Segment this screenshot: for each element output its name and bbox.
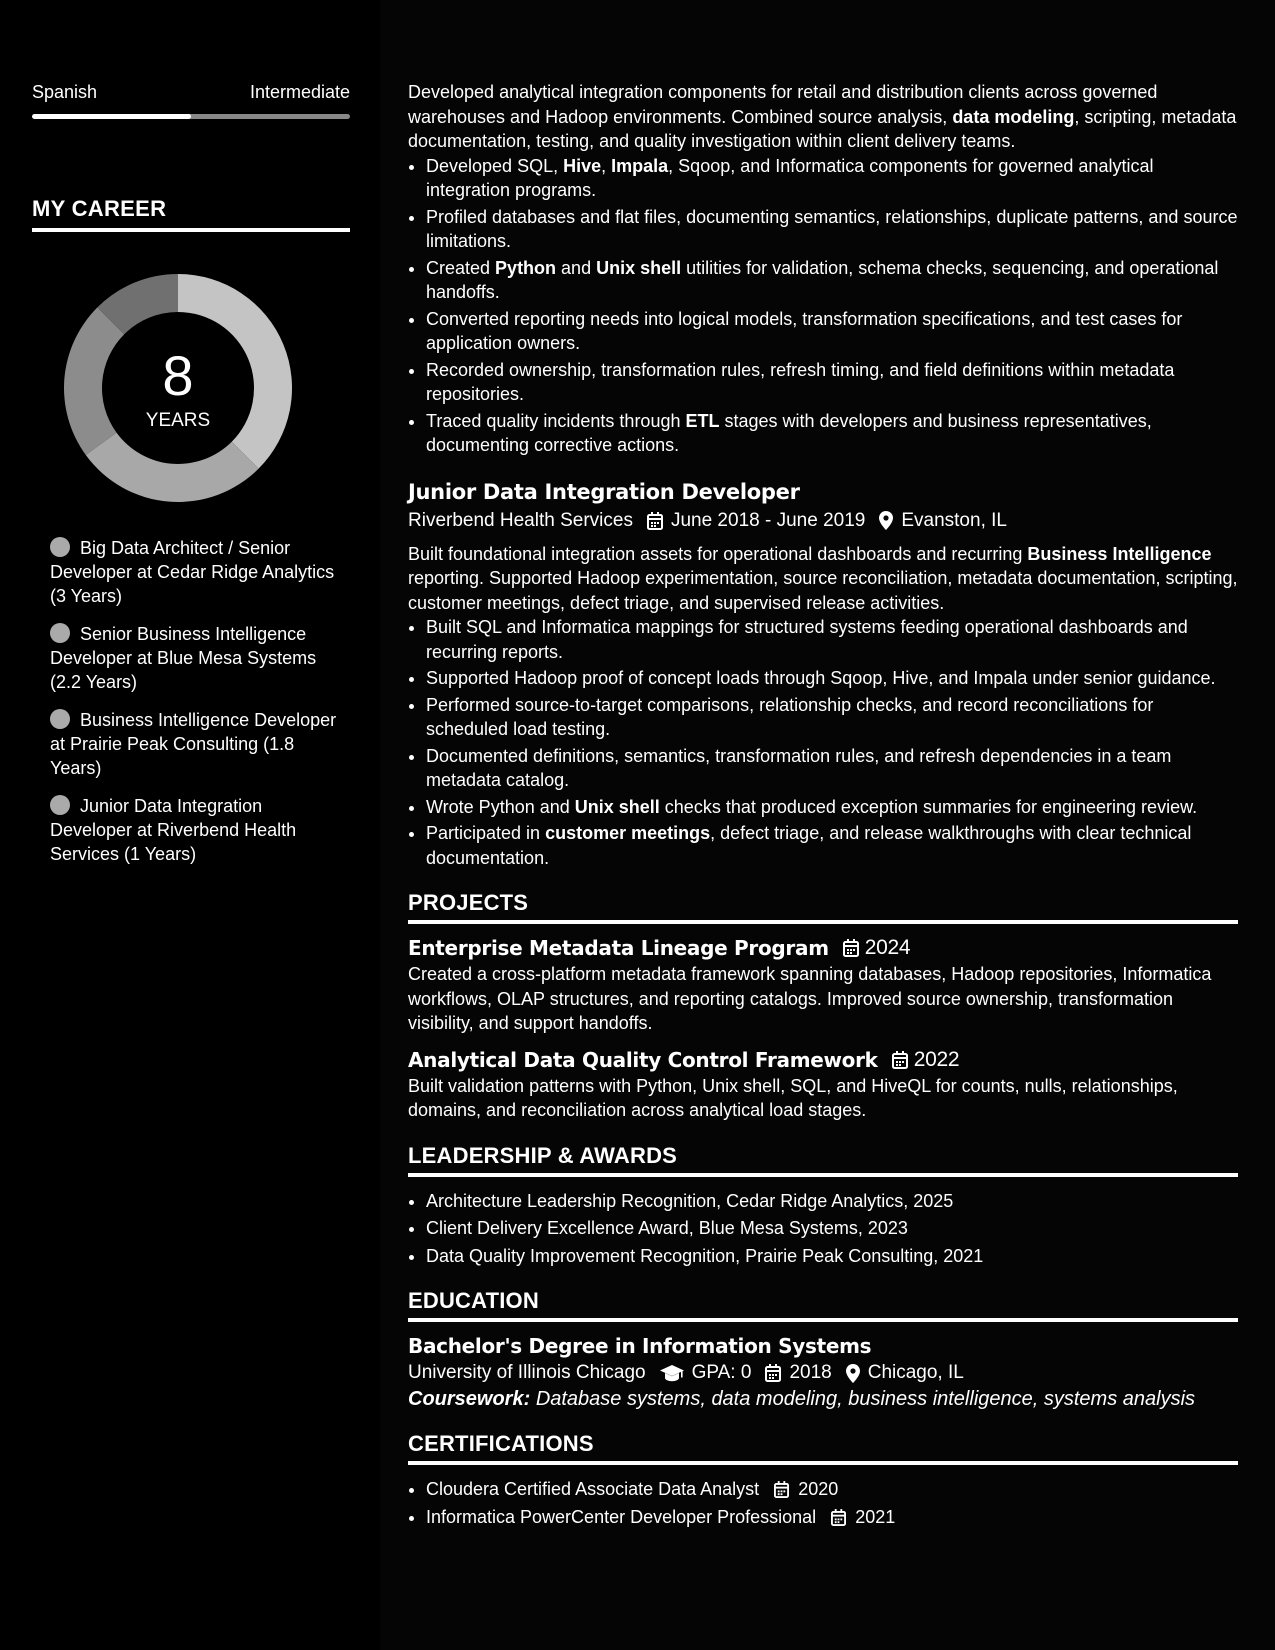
project-title: Analytical Data Quality Control Framework	[408, 1047, 878, 1072]
bold-text: Business Intelligence	[1027, 543, 1212, 564]
bullet-item	[426, 795, 1238, 820]
education-meta	[408, 1362, 1238, 1384]
location-pin-icon	[879, 511, 893, 530]
certification-year: 2021	[855, 1506, 896, 1527]
text-run: Documented definitions, semantics, transformation rules, and refresh dependencies in a team metadata catalog.	[426, 745, 1172, 790]
text-run: Participated in	[426, 823, 546, 843]
text-run: and	[556, 257, 597, 278]
job2-bullets	[408, 615, 1238, 870]
job2-summary	[408, 542, 1238, 616]
text-run: ,	[601, 155, 612, 176]
language-name: Spanish	[32, 82, 98, 102]
bullet-item	[426, 154, 1238, 203]
project-year: 2022	[913, 1047, 960, 1071]
bullet-item	[426, 205, 1238, 254]
career-item-text: Big Data Architect / Senior Developer at Cedar Ridge Analytics (3 Years)	[50, 538, 335, 606]
education-degree	[408, 1332, 1238, 1360]
career-item	[50, 708, 340, 780]
bullet-item	[426, 666, 1238, 691]
certification-name: Cloudera Certified Associate Data Analyst	[426, 1479, 760, 1499]
text-run: Supported Hadoop proof of concept loads through Sqoop, Hive, and Impala under senior guidance.	[426, 668, 1216, 688]
career-dot	[50, 795, 70, 815]
certification-name: Informatica PowerCenter Developer Professional	[426, 1506, 817, 1527]
career-item-text: Senior Business Intelligence Developer at Blue Mesa Systems (2.2 Years)	[50, 624, 317, 692]
career-item	[50, 794, 340, 866]
leadership-item: • Architecture Leadership Recognition, Cedar Ridge Analytics, 2025	[426, 1189, 1238, 1214]
certifications-list	[408, 1477, 1238, 1529]
text-run: reporting. Supported Hadoop experimentation, source reconciliation, metadata documentation, scripting, customer meetings, defect triage, and supervised release activities.	[408, 568, 1238, 613]
bullet-item	[426, 821, 1238, 870]
calendar-icon	[892, 1051, 908, 1069]
career-years-number: 8	[162, 344, 194, 407]
bold-text: Hive	[563, 155, 602, 176]
bullet-item	[426, 744, 1238, 793]
bullet-item	[426, 409, 1238, 458]
text-run: Built SQL and Informatica mappings for structured systems feeding operational dashboards and recurring reports.	[426, 617, 1188, 662]
coursework-text: Database systems, data modeling, business intelligence, systems analysis	[535, 1388, 1196, 1410]
career-heading: MY CAREER	[32, 196, 350, 232]
text-run: , scripting, metadata documentation, testing, and quality investigation within client delivery teams.	[408, 106, 1237, 151]
bullet-item	[426, 307, 1238, 356]
education-heading: EDUCATION	[408, 1288, 1238, 1322]
certifications-heading: CERTIFICATIONS	[408, 1431, 1238, 1465]
text-run: Recorded ownership, transformation rules, refresh timing, and field definitions within metadata repositories.	[426, 359, 1175, 404]
career-item-text: Business Intelligence Developer at Prairie Peak Consulting (1.8 Years)	[50, 710, 337, 778]
project-description: Created a cross-platform metadata framework spanning databases, Hadoop repositories, Informatica workflows, OLAP structures, and reporting catalogs. Improved source ownership, transformation visibility, and support handoffs.	[408, 964, 1212, 1033]
text-run: , Sqoop, and Informatica components for governed analytical integration programs.	[426, 155, 1154, 200]
coursework-label: Coursework:	[408, 1388, 531, 1410]
job1-summary	[408, 80, 1238, 154]
career-donut-chart	[62, 272, 294, 504]
text-run: utilities for validation, schema checks, sequencing, and operational handoffs.	[426, 257, 1219, 302]
bold-text: Unix shell	[574, 796, 660, 817]
sidebar	[0, 0, 380, 1650]
text-run: Converted reporting needs into logical models, transformation specifications, and test cases for application owners.	[426, 308, 1183, 353]
donut-segment	[86, 433, 259, 502]
career-dot	[50, 709, 70, 729]
career-years-label: YEARS	[145, 410, 211, 431]
bullet-item	[426, 693, 1238, 742]
text-run: Developed analytical integration components for retail and distribution clients across governed warehouses and Hadoop environments. Combined source analysis,	[408, 82, 1158, 127]
calendar-icon	[647, 512, 663, 530]
calendar-icon	[765, 1364, 781, 1382]
career-dot	[50, 537, 70, 557]
job2-dates: June 2018 - June 2019	[670, 509, 866, 531]
bold-text: ETL	[685, 410, 720, 431]
project-year: 2024	[864, 936, 911, 959]
education-gpa: GPA: 0	[691, 1362, 752, 1383]
calendar-icon	[774, 1481, 789, 1498]
language-level: Intermediate	[249, 82, 350, 102]
projects-heading: PROJECTS	[408, 890, 1238, 924]
leadership-item: • Client Delivery Excellence Award, Blue Mesa Systems, 2023	[426, 1216, 1238, 1241]
location-pin-icon	[846, 1364, 860, 1383]
education-location: Chicago, IL	[867, 1362, 964, 1383]
text-run: , defect triage, and release walkthroughs with clear technical documentation.	[426, 823, 1192, 868]
text-run: checks that produced exception summaries for engineering review.	[659, 796, 1198, 817]
language-row	[32, 82, 350, 103]
job2-title: Junior Data Integration Developer	[408, 479, 800, 504]
bold-text: Python	[495, 257, 557, 278]
education-year: 2018	[789, 1362, 832, 1383]
language-proficiency-fill	[32, 114, 191, 119]
job2-location: Evanston, IL	[901, 509, 1007, 531]
text-run: stages with developers and business representatives, documenting corrective actions.	[426, 410, 1152, 455]
degree-name: Bachelor's Degree in Information Systems	[408, 1334, 872, 1358]
text-run: Built foundational integration assets for operational dashboards and recurring	[408, 543, 1028, 564]
career-item-text: Junior Data Integration Developer at Riverbend Health Services (1 Years)	[50, 796, 297, 864]
text-run: Created	[426, 257, 496, 278]
graduation-cap-icon	[660, 1364, 684, 1382]
bold-text: Impala	[611, 155, 669, 176]
leadership-item: • Data Quality Improvement Recognition, Prairie Peak Consulting, 2021	[426, 1244, 1238, 1269]
job2-company: Riverbend Health Services	[408, 509, 633, 531]
career-dot	[50, 623, 70, 643]
text-run: Wrote Python and	[426, 796, 575, 817]
leadership-list	[408, 1189, 1238, 1269]
leadership-heading: LEADERSHIP & AWARDS	[408, 1143, 1238, 1177]
text-run: Traced quality incidents through	[426, 410, 686, 431]
main-content	[380, 0, 1275, 1650]
text-run: Profiled databases and flat files, documenting semantics, relationships, duplicate patterns, and source limitations.	[426, 206, 1238, 251]
language-proficiency-bar	[32, 114, 350, 119]
career-item	[50, 622, 340, 694]
text-run: Developed SQL,	[426, 155, 564, 176]
bullet-item	[426, 358, 1238, 407]
bold-text: data modeling	[952, 106, 1075, 127]
text-run: Performed source-to-target comparisons, relationship checks, and record reconciliations for scheduled load testing.	[426, 694, 1154, 739]
job1-bullets	[408, 154, 1238, 458]
coursework	[408, 1388, 1238, 1411]
calendar-icon	[831, 1509, 846, 1526]
calendar-icon	[843, 939, 859, 957]
project-description: Built validation patterns with Python, Unix shell, SQL, and HiveQL for counts, nulls, relationships, domains, and reconciliation across analytical load stages.	[408, 1075, 1178, 1120]
project-title-row	[408, 1046, 1238, 1074]
certification-item	[426, 1477, 1238, 1502]
job2-meta	[408, 510, 1238, 532]
project-title: Enterprise Metadata Lineage Program	[408, 936, 829, 960]
bullet-item	[426, 615, 1238, 664]
career-list	[50, 536, 340, 880]
education-school: University of Illinois Chicago	[408, 1362, 646, 1383]
career-item	[50, 536, 340, 608]
project-title-row	[408, 934, 1238, 962]
bullet-item	[426, 256, 1238, 305]
bold-text: customer meetings	[545, 823, 711, 843]
certification-year: 2020	[798, 1479, 839, 1499]
certification-item	[426, 1505, 1238, 1530]
bold-text: Unix shell	[596, 257, 682, 278]
